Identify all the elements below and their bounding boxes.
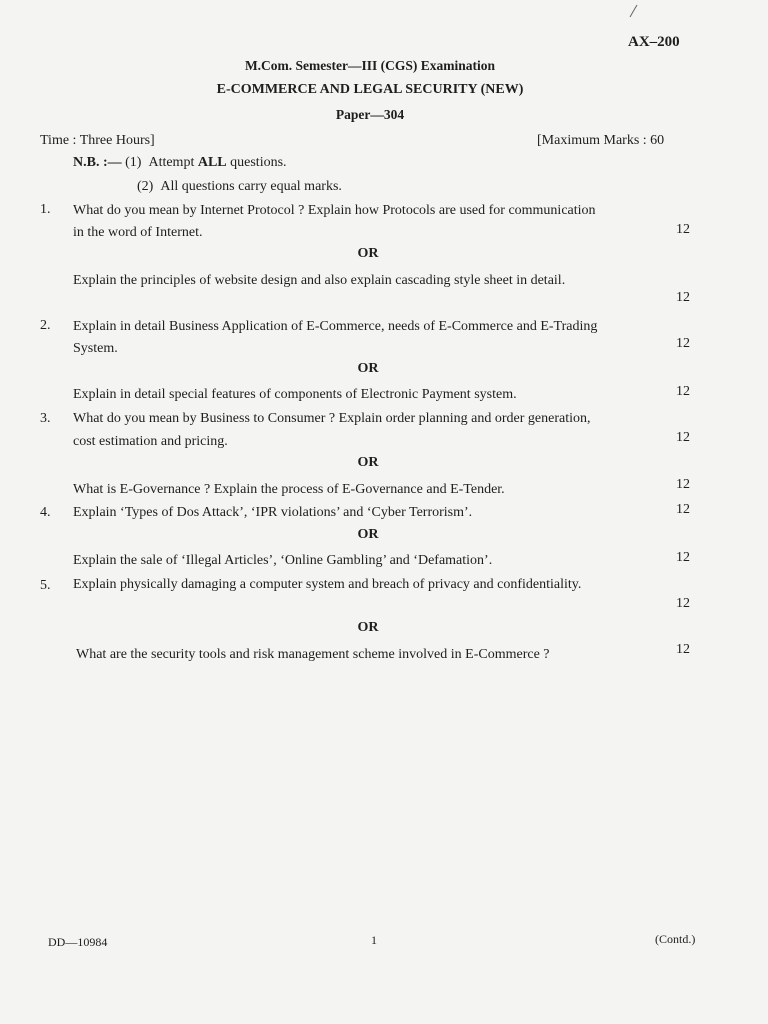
note-1-number: (1) xyxy=(125,155,142,170)
time-allowed: Time : Three Hours] xyxy=(40,133,155,148)
question-5b-marks: 12 xyxy=(676,642,690,657)
question-1a-line2: in the word of Internet. xyxy=(73,225,203,240)
question-3b-marks: 12 xyxy=(676,477,690,492)
question-5a-marks: 12 xyxy=(676,596,690,611)
question-3a-line2: cost estimation and pricing. xyxy=(73,434,228,449)
question-2b-line1: Explain in detail special features of components of Electronic Payment system. xyxy=(73,387,517,402)
continued-label: (Contd.) xyxy=(655,932,696,946)
note-2-text: All questions carry equal marks. xyxy=(160,179,342,194)
question-1a-line1: What do you mean by Internet Protocol ? Explain how Protocols are used for communication xyxy=(73,203,596,218)
question-5a-line1: Explain physically damaging a computer system and breach of privacy and confidentiality. xyxy=(73,577,582,592)
question-5-number: 5. xyxy=(40,578,51,593)
question-3a-marks: 12 xyxy=(676,430,690,445)
question-3b-line1: What is E-Governance ? Explain the process of E-Governance and E-Tender. xyxy=(73,482,505,497)
question-5b-line1: What are the security tools and risk management scheme involved in E-Commerce ? xyxy=(76,647,550,662)
question-4a-line1: Explain ‘Types of Dos Attack’, ‘IPR violations’ and ‘Cyber Terrorism’. xyxy=(73,505,473,520)
nb-label: N.B. :— xyxy=(73,155,122,170)
note-2-number: (2) xyxy=(137,179,154,194)
or-divider-2: OR xyxy=(357,361,379,376)
paper-code: AX–200 xyxy=(628,34,680,50)
pen-mark xyxy=(630,5,638,18)
page-number: 1 xyxy=(371,933,377,947)
question-3-number: 3. xyxy=(40,411,51,426)
paper-number: Paper—304 xyxy=(335,107,405,122)
note-1-pre: Attempt xyxy=(148,155,198,170)
question-1-number: 1. xyxy=(40,202,51,217)
question-1b-line1: Explain the principles of website design and also explain cascading style sheet in detail. xyxy=(73,273,566,288)
or-divider-5: OR xyxy=(357,620,379,635)
question-4a-marks: 12 xyxy=(676,502,690,517)
or-divider-3: OR xyxy=(357,455,379,470)
question-2a-marks: 12 xyxy=(676,336,690,351)
question-1b-marks: 12 xyxy=(676,290,690,305)
question-4b-marks: 12 xyxy=(676,550,690,565)
question-2b-marks: 12 xyxy=(676,384,690,399)
question-2a-line2: System. xyxy=(73,341,118,356)
instructions-2 xyxy=(137,176,342,197)
note-1-post: questions. xyxy=(226,155,287,170)
subject-title: E-COMMERCE AND LEGAL SECURITY (NEW) xyxy=(216,82,524,97)
question-2a-line1: Explain in detail Business Application of E-Commerce, needs of E-Commerce and E-Trading xyxy=(73,319,598,334)
note-1-emphasis: ALL xyxy=(197,155,227,170)
question-4-number: 4. xyxy=(40,505,51,520)
question-1a-marks: 12 xyxy=(676,222,690,237)
or-divider-1: OR xyxy=(357,246,379,261)
question-4b-line1: Explain the sale of ‘Illegal Articles’, ‘Online Gambling’ and ‘Defamation’. xyxy=(73,553,493,568)
maximum-marks: [Maximum Marks : 60 xyxy=(537,133,665,148)
question-2-number: 2. xyxy=(40,318,51,333)
exam-title: M.Com. Semester—III (CGS) Examination xyxy=(244,58,496,73)
instructions-1 xyxy=(73,152,287,173)
footer-code: DD—10984 xyxy=(48,935,108,949)
question-3a-line1: What do you mean by Business to Consumer ? Explain order planning and order generation, xyxy=(73,411,591,426)
or-divider-4: OR xyxy=(357,527,379,542)
